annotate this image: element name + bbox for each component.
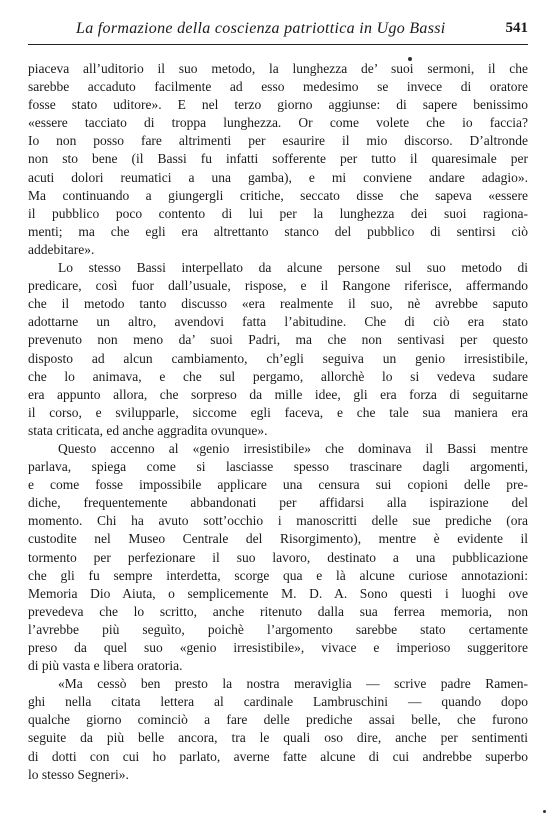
text-line: Memoria Dio Aiuta, o semplicemente M. D. A. Sono questi i luoghi ove — [28, 585, 528, 601]
text-line: seguite da più belle ancora, tra le quali oso dire, anche per sentimenti — [28, 730, 528, 746]
paragraph — [28, 259, 528, 440]
text-line: che il metodo tanto discusso «era realmente il suo, nè avrebbe saputo — [28, 296, 528, 312]
text-line: stata criticata, ed anche aggradita ovunque». — [28, 422, 268, 438]
text-line: parlava, spiega come si lasciasse spesso trascinare dagli argomenti, — [28, 459, 528, 475]
text-line: addebitare». — [28, 241, 95, 257]
text-line: e come fosse impossibile applicare una censura sui copioni delle pre- — [28, 477, 528, 493]
text-line: prevedeva che lo scritto, anche ritenuto dalla sua ferrea memoria, non — [28, 603, 528, 619]
text-line: Lo stesso Bassi interpellato da alcune persone sul suo metodo di — [58, 260, 528, 276]
text-line: ghi nella citata lettera al cardinale Lambruschini — quando dopo — [28, 694, 528, 710]
text-line: che lo animava, e che sul pergamo, allorchè lo si vedeva sudare — [28, 368, 528, 384]
text-line: «essere tacciato di troppa lunghezza. Or come volete che io faccia? — [28, 115, 528, 131]
header-rule — [28, 44, 528, 45]
paragraph — [28, 60, 528, 259]
ink-mark — [408, 57, 412, 61]
text-line: tormento per perfezionare il suo lavoro, destinato a una pubblicazione — [28, 549, 528, 565]
text-line: acuti dolori reumatici a una gamba), e mi conviene andare adagio». — [28, 169, 528, 185]
text-line: il corso, e svilupparle, siccome egli faceva, e che tale sua maniera era — [28, 404, 528, 420]
text-line: predicare, così fuor dall’usuale, rispose, e il Rangone riferisce, affermando — [28, 278, 528, 294]
text-line: diche, frequentemente abbandonati per affidarsi alla ispirazione del — [28, 495, 528, 511]
text-line: non sto bene (il Bassi fu infatti sofferente per tutto il quaresimale per — [28, 151, 528, 167]
text-line: il pubblico poco contento di lui per la lunghezza dei suoi ragiona- — [28, 205, 528, 221]
text-line: menti; ma che egli era altrettanto stanco del pubblico di sentirsi ciò — [28, 223, 528, 239]
text-line: fosse stato uditore». E nel terzo giorno aggiunse: di sapere benissimo — [28, 97, 528, 113]
paragraph — [28, 440, 528, 675]
text-line: lo stesso Segneri». — [28, 766, 129, 782]
text-line: l’avrebbe più seguìto, poichè l’argomento sarebbe stato certamente — [28, 621, 528, 637]
ink-mark — [543, 810, 546, 813]
text-line: momento. Chi ha avuto sott’occhio i manoscritti delle sue prediche (ora — [28, 513, 528, 529]
text-line: adottarne un altro, avendovi fatta l’abitudine. Che di ciò era stato — [28, 314, 528, 330]
text-line: prevenuto non meno da’ suoi Padri, ma che non sentivasi per questo — [28, 332, 528, 348]
text-line: Io non posso fare altrimenti per esaurire il mio discorso. D’altronde — [28, 133, 528, 149]
text-line: disposto ad alcun cambiamento, ch’egli seguiva un genio irresistibile, — [28, 350, 528, 366]
text-line: di dotti con cui ho parlato, averne fatte alcune di cui andrebbe superbo — [28, 748, 528, 764]
text-line: di più vasta e libera oratoria. — [28, 658, 183, 674]
paragraph — [28, 675, 528, 784]
text-line: qualche giorno cominciò a fare delle prediche assai belle, che furono — [28, 712, 528, 728]
running-title: La formazione della coscienza patriottica in Ugo Bassi — [76, 20, 446, 37]
text-line: custodite nel Museo Centrale del Risorgimento), mentre è evidente il — [28, 531, 528, 547]
body-text — [28, 60, 528, 784]
text-line: sarebbe accaduto facilmente ad esso medesimo se invece di oratore — [28, 79, 528, 95]
text-line: Questo accenno al «genio irresistibile» che dominava il Bassi mentre — [58, 440, 528, 456]
text-line: che gli fu sempre interdetta, scorge qua e là alcune curiose annotazioni: — [28, 567, 528, 583]
text-line: Ma continuando a giungergli critiche, seccato disse che sapeva «essere — [28, 187, 528, 203]
text-line: era appunto allora, che sorpreso da mille idee, gli era forza di seguitarne — [28, 386, 528, 402]
text-line: preso da quel suo «genio irresistibile», vivace e imperioso suggeritore — [28, 640, 528, 655]
text-line: «Ma cessò ben presto la nostra meraviglia — scrive padre Ramen- — [58, 676, 528, 692]
page-number: 541 — [505, 20, 528, 36]
text-line: piaceva all’uditorio il suo metodo, la lunghezza de’ suoi sermoni, il che — [28, 61, 528, 76]
page-header — [28, 16, 528, 44]
